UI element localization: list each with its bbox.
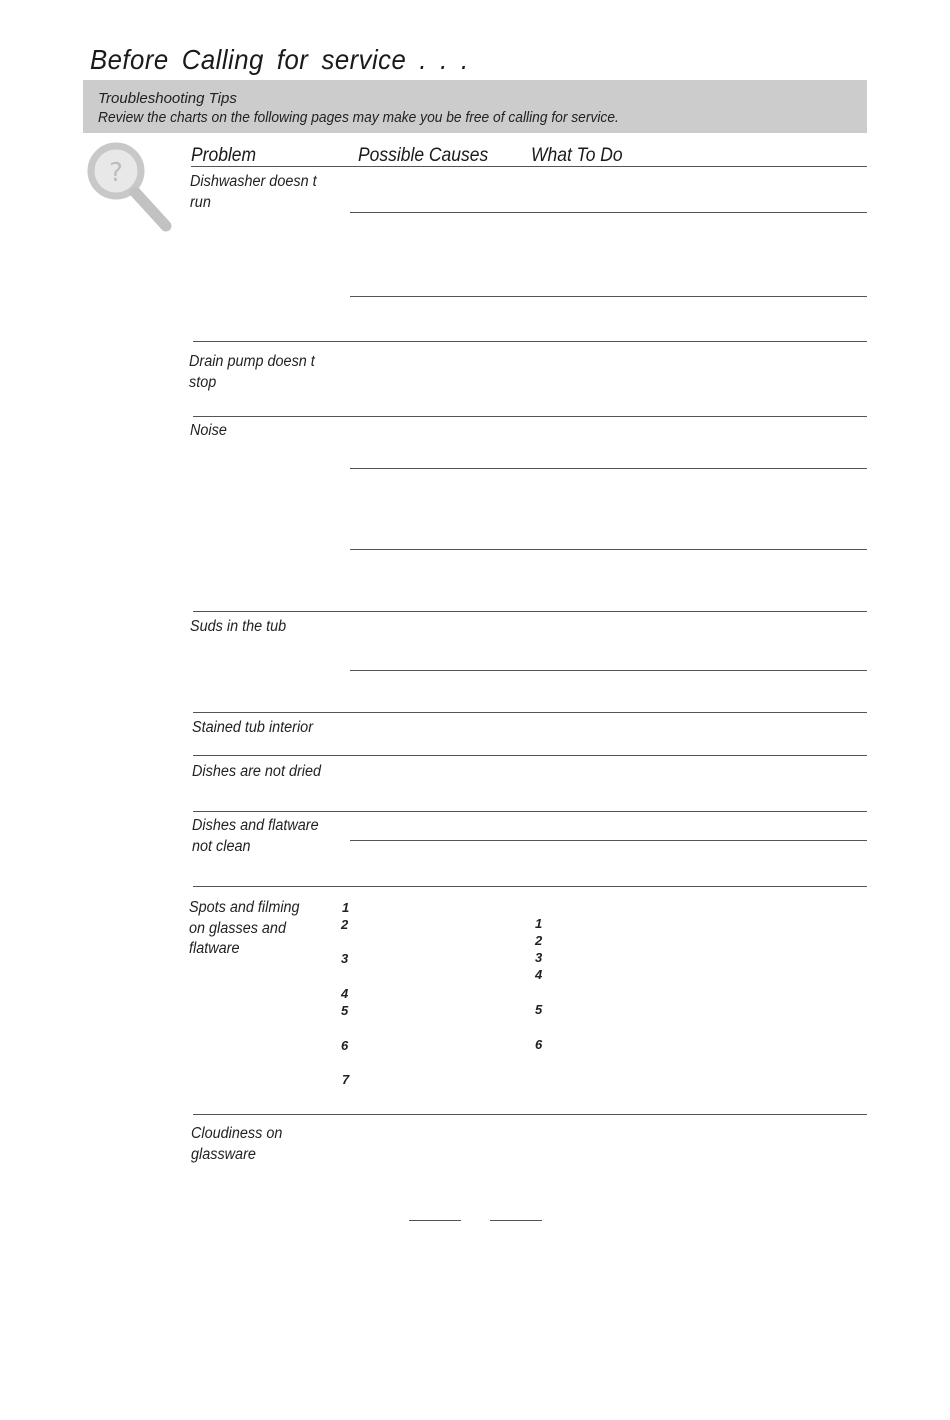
todo-number: 3 — [535, 950, 543, 965]
row-rule — [193, 712, 867, 713]
page-rule — [490, 1220, 542, 1221]
todo-number: 4 — [535, 967, 543, 982]
sub-rule — [350, 468, 867, 469]
cause-number: 1 — [342, 900, 350, 915]
problem-suds-in-tub: Suds in the tub — [190, 618, 287, 635]
sub-rule — [350, 670, 867, 671]
problem-dishwasher-doesnt-run: Dishwasher doesn t run — [190, 173, 317, 211]
row-rule — [193, 886, 867, 887]
cause-number: 3 — [341, 951, 349, 966]
column-header-possible-causes: Possible Causes — [358, 145, 489, 166]
header-rule — [191, 166, 867, 167]
problem-noise: Noise — [190, 422, 227, 439]
sub-rule — [350, 549, 867, 550]
problem-dishes-flatware-not-clean: Dishes and flatware not clean — [192, 817, 319, 855]
cause-number: 7 — [342, 1072, 350, 1087]
tips-title: Troubleshooting Tips — [98, 90, 237, 107]
sub-rule — [350, 296, 867, 297]
row-rule — [193, 611, 867, 612]
page-rule — [409, 1220, 461, 1221]
row-rule — [193, 341, 867, 342]
row-rule — [193, 416, 867, 417]
todo-number: 5 — [535, 1002, 543, 1017]
problem-drain-pump-doesnt-stop: Drain pump doesn t stop — [189, 353, 315, 391]
sub-rule — [350, 212, 867, 213]
tips-text: Review the charts on the following pages may make you be free of calling for service. — [98, 109, 619, 126]
row-rule — [193, 1114, 867, 1115]
todo-number: 1 — [535, 916, 543, 931]
problem-cloudiness-on-glassware: Cloudiness on glassware — [191, 1125, 283, 1163]
column-header-what-to-do: What To Do — [531, 145, 623, 166]
todo-number: 2 — [535, 933, 543, 948]
column-header-problem: Problem — [191, 145, 257, 166]
cause-number: 5 — [341, 1003, 349, 1018]
problem-spots-and-filming: Spots and filming on glasses and flatware — [189, 899, 300, 957]
problem-stained-tub-interior: Stained tub interior — [192, 719, 314, 736]
page-title: Before Calling for service . . . — [90, 44, 469, 75]
sub-rule — [350, 840, 867, 841]
cause-number: 4 — [341, 986, 349, 1001]
cause-number: 2 — [341, 917, 349, 932]
svg-text:?: ? — [109, 158, 123, 188]
row-rule — [193, 811, 867, 812]
cause-number: 6 — [341, 1038, 349, 1053]
problem-dishes-not-dried: Dishes are not dried — [192, 763, 322, 780]
todo-number: 6 — [535, 1037, 543, 1052]
magnifier-question-icon — [86, 140, 176, 236]
row-rule — [193, 755, 867, 756]
